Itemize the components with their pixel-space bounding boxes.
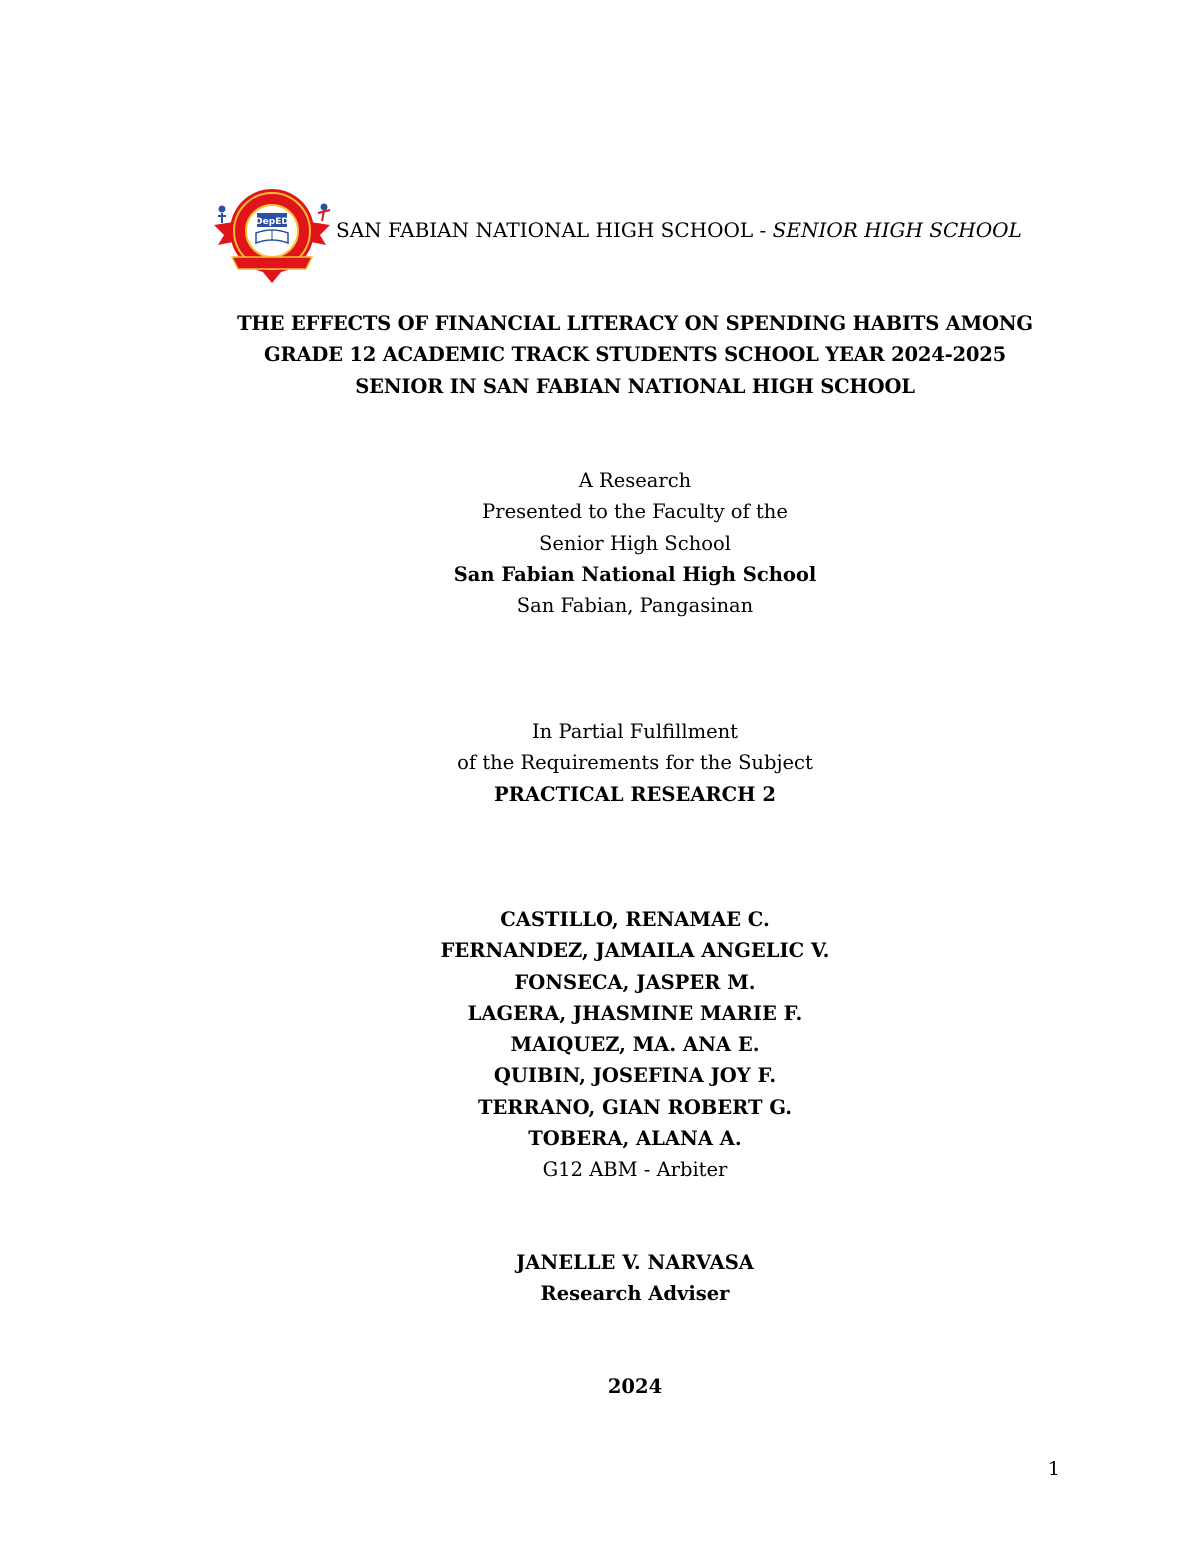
- school-header: [210, 183, 1022, 287]
- title-line-1: THE EFFECTS OF FINANCIAL LITERACY ON SPENDING HABITS AMONG: [237, 312, 1033, 335]
- presentation-line-3: Senior High School: [539, 531, 731, 555]
- author-name: TERRANO, GIAN ROBERT G.: [477, 1095, 793, 1119]
- adviser-role: Research Adviser: [540, 1282, 730, 1306]
- adviser-block: [0, 1247, 1200, 1310]
- author-name: CASTILLO, RENAMAE C.: [500, 908, 770, 931]
- section-label: G12 ABM - Arbiter: [542, 1158, 728, 1182]
- author-name: FONSECA, JASPER M.: [514, 970, 756, 994]
- research-title: [0, 308, 1200, 402]
- year: 2024: [607, 1375, 663, 1398]
- year-block: [0, 1371, 1200, 1402]
- presentation-school: San Fabian National High School: [453, 562, 817, 586]
- school-header-text: [336, 217, 1022, 243]
- school-seal-icon: [210, 183, 334, 287]
- page-number: 1: [1047, 1458, 1060, 1480]
- school-division: SENIOR HIGH SCHOOL: [772, 218, 1022, 242]
- presentation-statement: [0, 465, 1200, 621]
- author-list: [0, 904, 1200, 1186]
- presentation-line-1: A Research: [578, 469, 692, 492]
- fulfillment-line-1: In Partial Fulfillment: [531, 720, 739, 743]
- title-line-3: SENIOR IN SAN FABIAN NATIONAL HIGH SCHOOL: [355, 374, 915, 398]
- title-line-2: GRADE 12 ACADEMIC TRACK STUDENTS SCHOOL YEAR 2024-2025: [264, 343, 1006, 367]
- author-name: TOBERA, ALANA A.: [528, 1127, 742, 1151]
- author-name: LAGERA, JHASMINE MARIE F.: [467, 1001, 803, 1025]
- fulfillment-statement: [0, 716, 1200, 810]
- presentation-line-2: Presented to the Faculty of the: [482, 500, 788, 524]
- fulfillment-line-2: of the Requirements for the Subject: [457, 751, 813, 775]
- adviser-name: JANELLE V. NARVASA: [516, 1251, 754, 1274]
- author-name: FERNANDEZ, JAMAILA ANGELIC V.: [440, 939, 830, 963]
- svg-text:DepED: DepED: [255, 217, 289, 227]
- author-name: MAIQUEZ, MA. ANA E.: [510, 1033, 760, 1057]
- school-name: SAN FABIAN NATIONAL HIGH SCHOOL -: [336, 218, 773, 242]
- fulfillment-subject: PRACTICAL RESEARCH 2: [494, 782, 776, 806]
- author-name: QUIBIN, JOSEFINA JOY F.: [493, 1064, 777, 1088]
- presentation-location: San Fabian, Pangasinan: [516, 594, 754, 618]
